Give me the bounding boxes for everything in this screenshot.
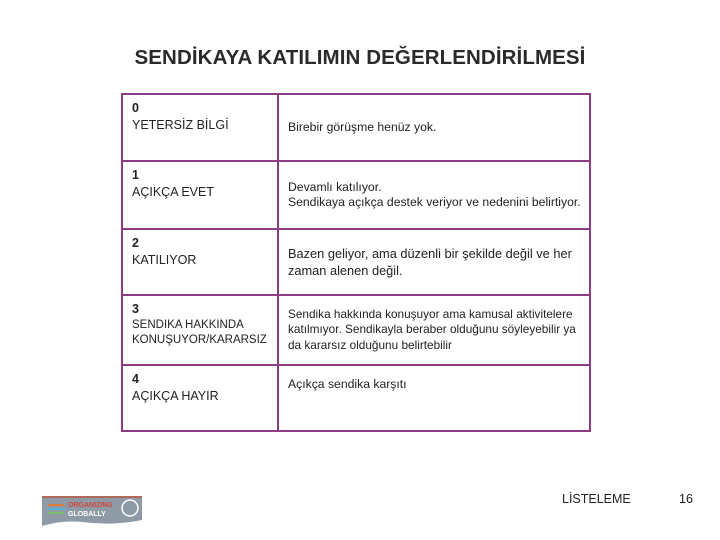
- score-label: AÇIKÇA EVET: [132, 185, 214, 199]
- table-row: [123, 366, 589, 430]
- score-label: SENDIKA HAKKINDA KONUŞUYOR/KARARSIZ: [132, 319, 267, 346]
- score-cell: [123, 95, 279, 160]
- score-number: 2: [132, 236, 139, 250]
- score-cell: [123, 366, 279, 430]
- table-row: [123, 95, 589, 162]
- score-cell: [123, 230, 279, 294]
- table-row: [123, 230, 589, 296]
- table-row: [123, 162, 589, 230]
- description-cell: Devamlı katılıyor. Sendikaya açıkça destek veriyor ve nedenini belirtiyor.: [288, 179, 581, 209]
- table-row: [123, 296, 589, 366]
- score-label: AÇIKÇA HAYIR: [132, 389, 219, 403]
- organizing-globally-logo: [42, 492, 142, 526]
- description-cell: Bazen geliyor, ama düzenli bir şekilde değil ve her zaman alenen değil.: [288, 246, 572, 278]
- score-number: 0: [132, 101, 139, 115]
- score-number: 3: [132, 302, 139, 316]
- description-cell: Sendika hakkında konuşuyor ama kamusal aktivitelere katılmıyor. Sendikayla beraber olduğunu söyleyebilir ya da kararsız olduğunu belirtebilir: [288, 306, 576, 352]
- section-label: LİSTELEME: [562, 492, 631, 506]
- description-cell: Açıkça sendika karşıtı: [288, 377, 407, 391]
- score-cell: [123, 162, 279, 228]
- svg-text:ORGANIZING: ORGANIZING: [68, 502, 113, 509]
- svg-text:GLOBALLY: GLOBALLY: [68, 511, 106, 518]
- score-number: 1: [132, 168, 139, 182]
- score-label: YETERSİZ BİLGİ: [132, 118, 229, 132]
- description-cell: Birebir görüşme henüz yok.: [288, 119, 437, 134]
- page-number: 16: [679, 492, 693, 506]
- assessment-table: [121, 93, 591, 432]
- score-label: KATILIYOR: [132, 253, 197, 267]
- slide-title: SENDİKAYA KATILIMIN DEĞERLENDİRİLMESİ: [134, 46, 586, 69]
- score-number: 4: [132, 372, 139, 386]
- score-cell: [123, 296, 279, 364]
